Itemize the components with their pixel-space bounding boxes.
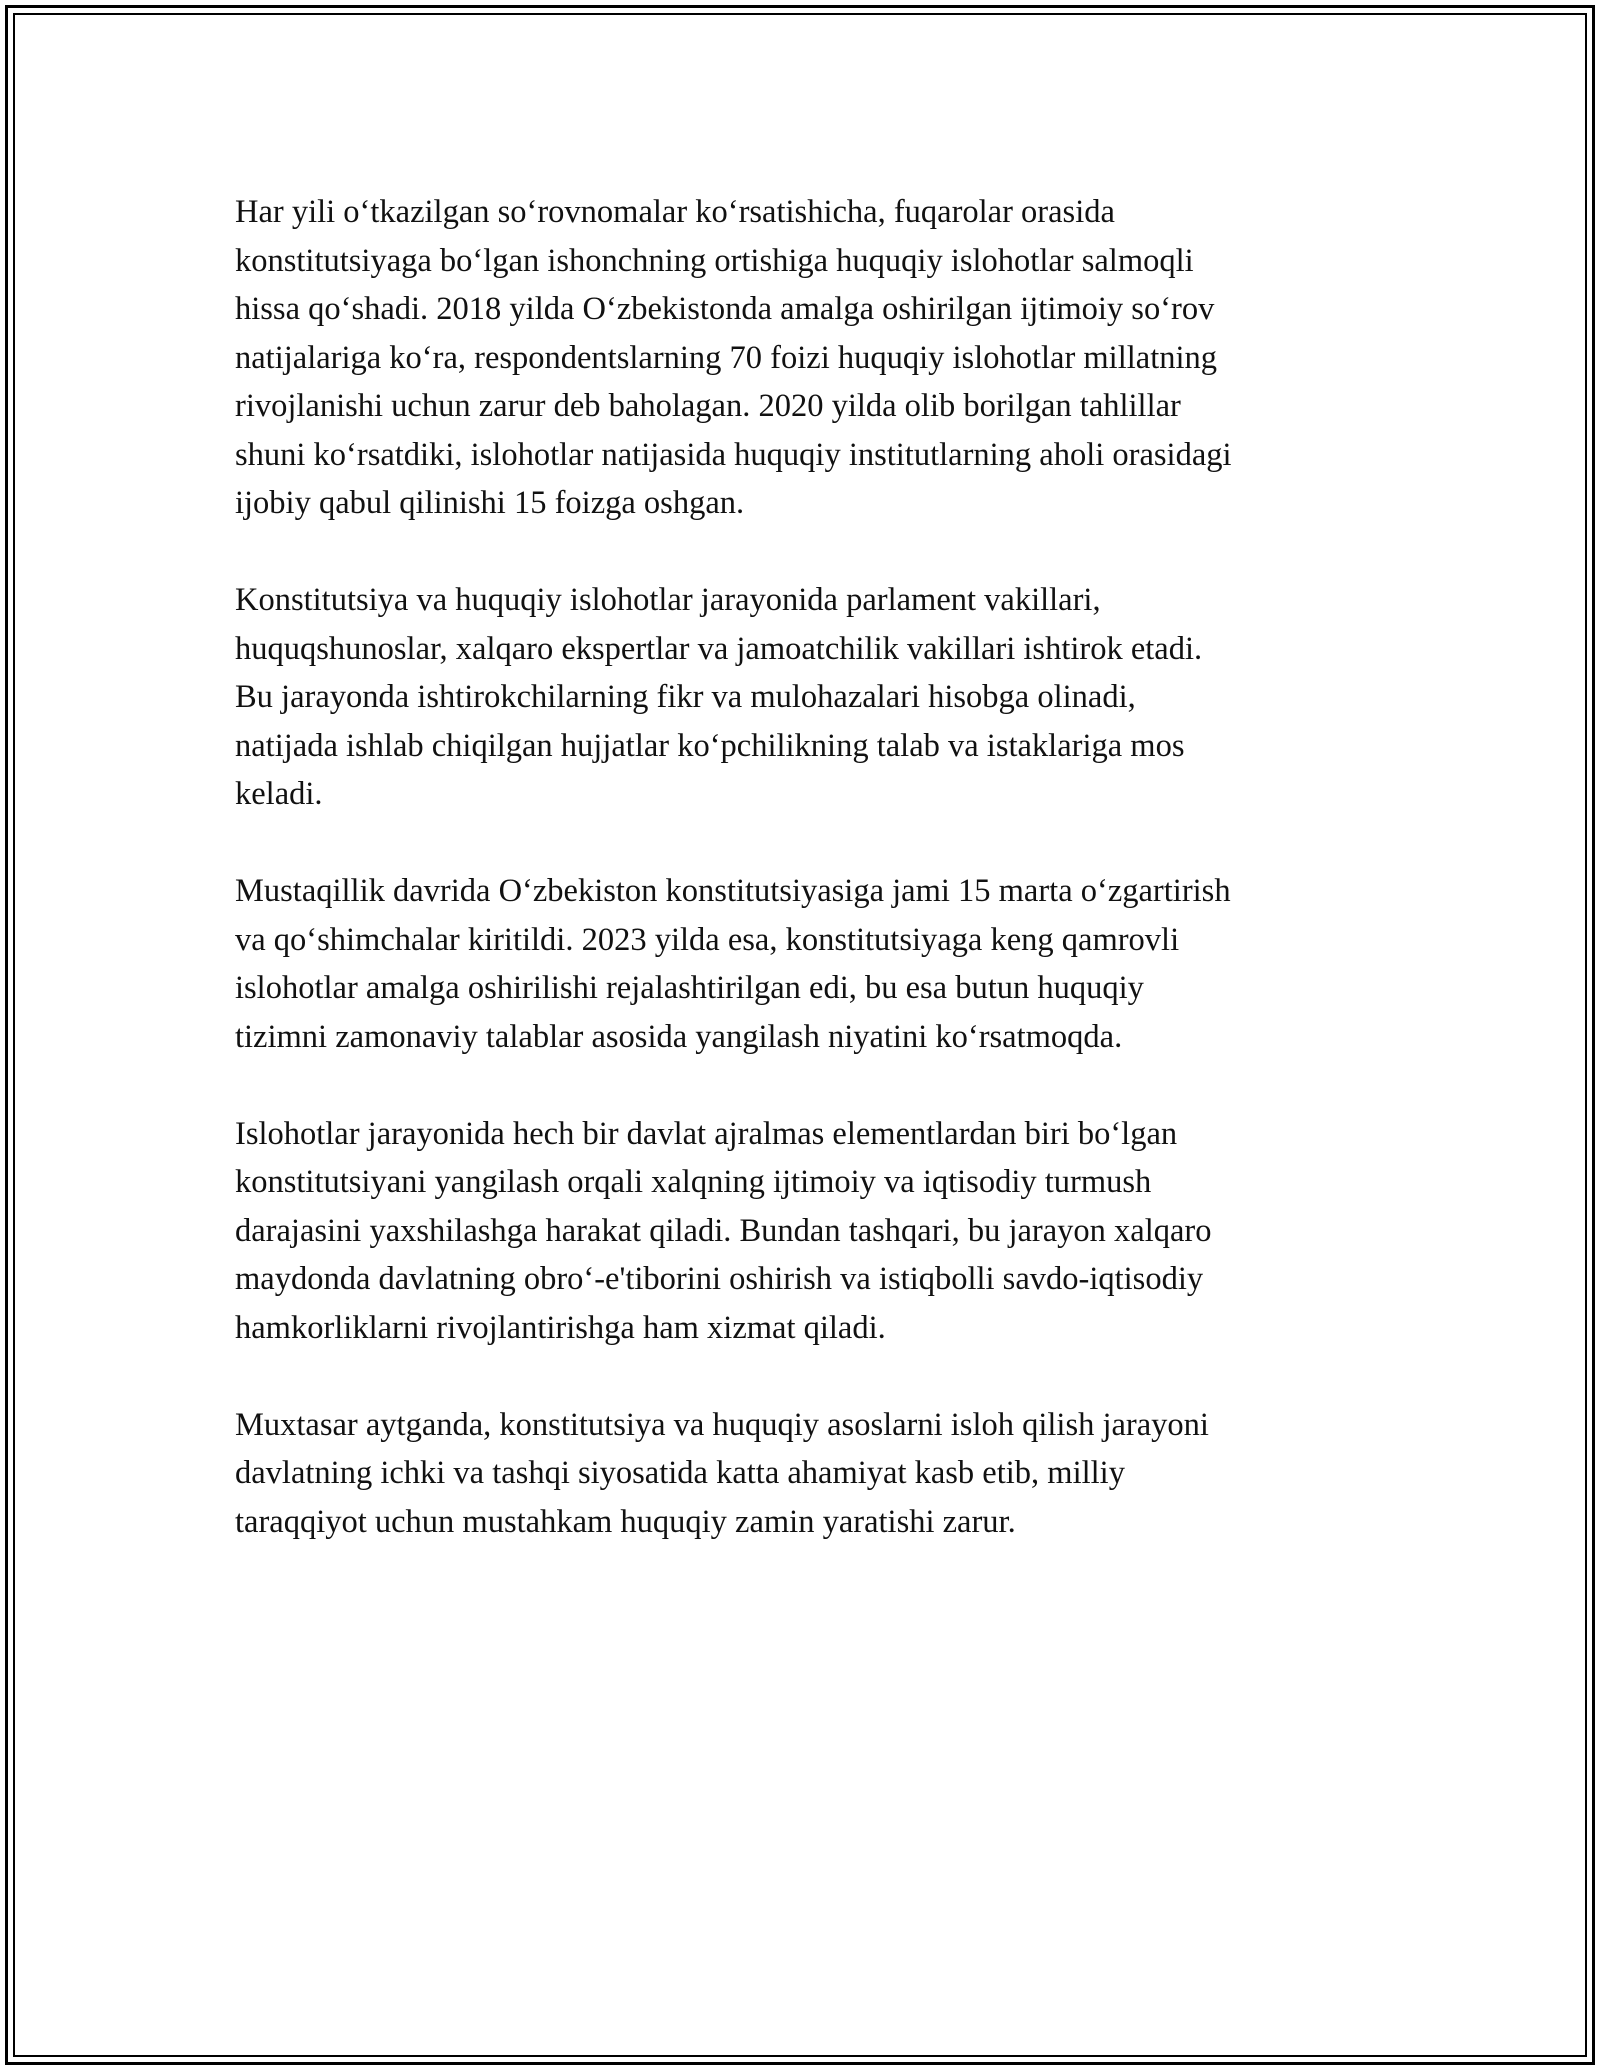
text-line: hamkorliklarni rivojlantirishga ham xizmat qiladi. — [235, 1309, 886, 1346]
text-line: va qo‘shimchalar kiritildi. 2023 yilda esa, konstitutsiyaga keng qamrovli — [235, 921, 1180, 958]
paragraph-5 — [235, 1401, 1385, 1547]
text-line: natijada ishlab chiqilgan hujjatlar ko‘pchilikning talab va istaklariga mos — [235, 727, 1185, 764]
text-line: hissa qo‘shadi. 2018 yilda O‘zbekistonda amalga oshirilgan ijtimoiy so‘rov — [235, 291, 1215, 327]
text-line: darajasini yaxshilashga harakat qiladi. Bundan tashqari, bu jarayon xalqaro — [235, 1212, 1212, 1249]
text-line: Har yili o‘tkazilgan so‘rovnomalar ko‘rsatishicha, fuqarolar orasida — [235, 194, 1115, 230]
paragraph-3 — [235, 867, 1385, 1061]
text-line: maydonda davlatning obro‘-e'tiborini oshirish va istiqbolli savdo-iqtisodiy — [235, 1261, 1204, 1297]
paragraph-1 — [235, 188, 1385, 528]
paragraph-4 — [235, 1110, 1385, 1353]
document-body — [235, 188, 1385, 1546]
text-line: natijalariga ko‘ra, respondentslarning 70 foizi huquqiy islohotlar millatning — [235, 339, 1217, 376]
text-line: huquqshunoslar, xalqaro ekspertlar va jamoatchilik vakillari ishtirok etadi. — [235, 630, 1203, 667]
text-line: Islohotlar jarayonida hech bir davlat ajralmas elementlardan biri bo‘lgan — [235, 1115, 1178, 1152]
text-line: Mustaqillik davrida O‘zbekiston konstitutsiyasiga jami 15 marta o‘zgartirish — [235, 873, 1231, 909]
text-line: keladi. — [235, 776, 323, 812]
text-line: Konstitutsiya va huquqiy islohotlar jarayonida parlament vakillari, — [235, 582, 1101, 618]
text-line: konstitutsiyani yangilash orqali xalqning ijtimoiy va iqtisodiy turmush — [235, 1164, 1152, 1200]
text-line: taraqqiyot uchun mustahkam huquqiy zamin yaratishi zarur. — [235, 1503, 1016, 1540]
text-line: Bu jarayonda ishtirokchilarning fikr va mulohazalari hisobga olinadi, — [235, 679, 1136, 715]
paragraph-2 — [235, 576, 1385, 819]
text-line: shuni ko‘rsatdiki, islohotlar natijasida huquqiy institutlarning aholi orasidagi — [235, 436, 1232, 473]
text-line: tizimni zamonaviy talablar asosida yangilash niyatini ko‘rsatmoqda. — [235, 1018, 1123, 1055]
text-line: ijobiy qabul qilinishi 15 foizga oshgan. — [235, 485, 745, 521]
text-line: konstitutsiyaga bo‘lgan ishonchning ortishiga huquqiy islohotlar salmoqli — [235, 242, 1194, 279]
text-line: Muxtasar aytganda, konstitutsiya va huquqiy asoslarni isloh qilish jarayoni — [235, 1406, 1209, 1443]
text-line: islohotlar amalga oshirilishi rejalashtirilgan edi, bu esa butun huquqiy — [235, 970, 1144, 1006]
text-line: rivojlanishi uchun zarur deb baholagan. 2020 yilda olib borilgan tahlillar — [235, 388, 1181, 424]
text-line: davlatning ichki va tashqi siyosatida katta ahamiyat kasb etib, milliy — [235, 1455, 1125, 1491]
